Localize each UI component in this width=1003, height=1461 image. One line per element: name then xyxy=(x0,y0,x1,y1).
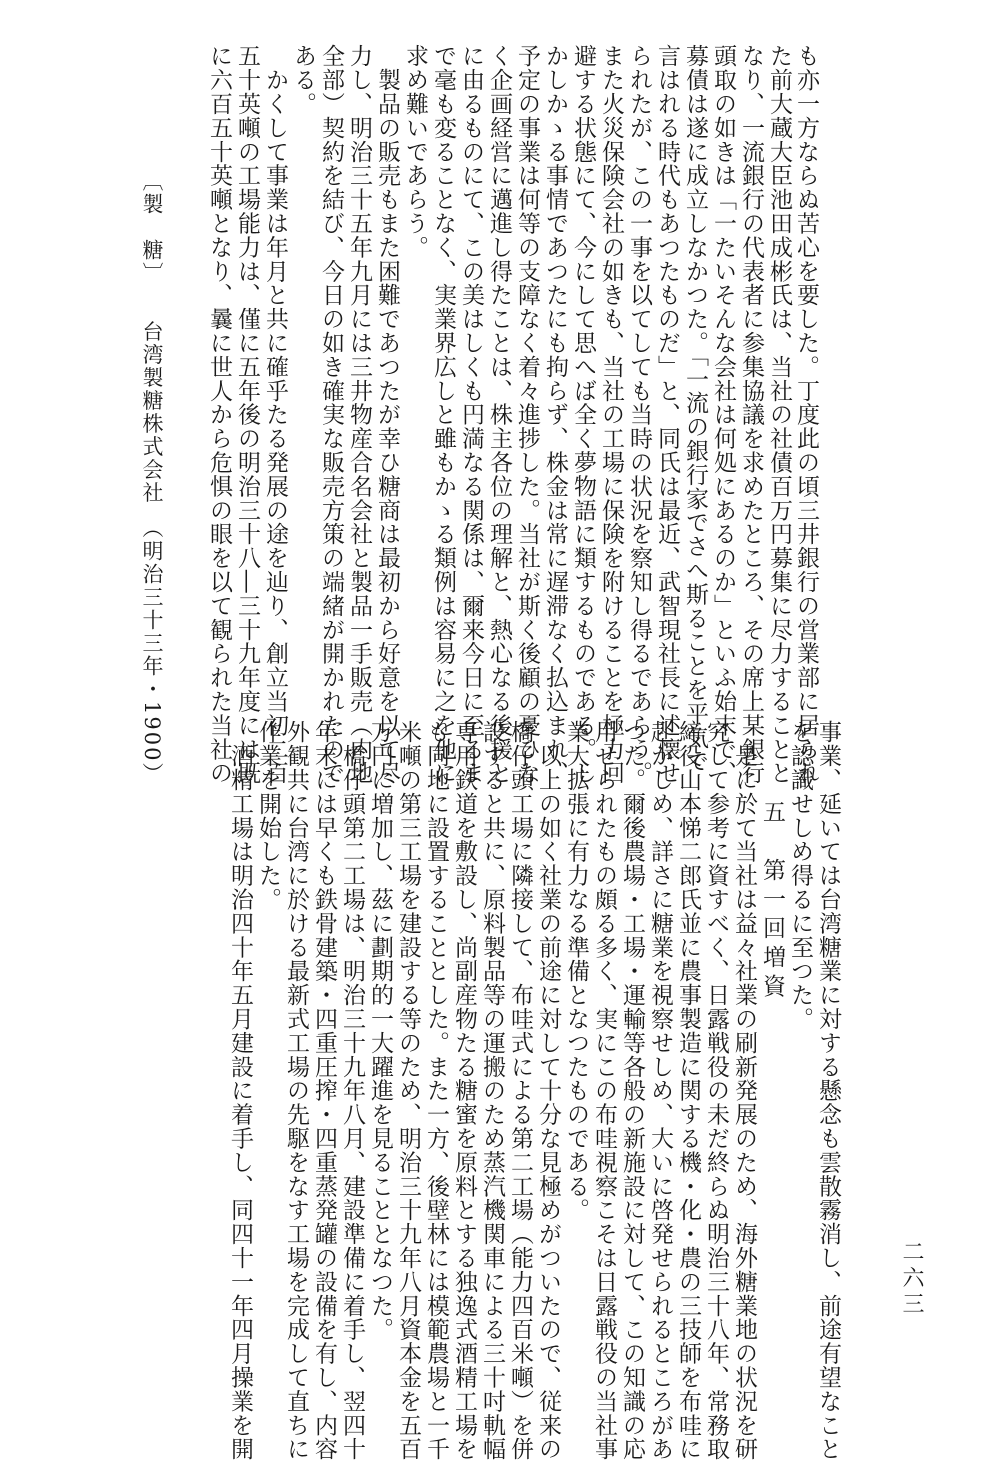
text-column: 事業、延いては台湾糖業に対する懸念も雲散霧消し、前途有望なこと xyxy=(815,720,841,1461)
running-head: 〔製 糖〕 台湾製糖株式会社 （明治三十三年・1900） xyxy=(140,170,164,786)
text-column: 力し、明治三十五年九月には三井物産合名会社と製品一手販売（内地 xyxy=(346,44,372,785)
text-column: 用せられたもの頗る多く、実にこの布哇視察こそは日露戦役の当社事 xyxy=(591,720,617,1461)
page-number: 二六三 xyxy=(899,1240,924,1318)
text-column: 募債は遂に成立しなかつた。「一流の銀行家でさへ斯ることを平気で xyxy=(682,44,708,774)
text-column: られたが、この一事を以てしても当時の状況を察知し得るであらう。 xyxy=(626,44,652,785)
text-column: 赴かしめ、詳さに糖業を視察せしめ、大いに啓発せられるところがあ xyxy=(647,720,673,1461)
text-column: に六百五十英噸となり、曩に世人から危惧の眼を以て観られた当社の xyxy=(206,44,232,785)
text-column: 設すると共に、原料製品等の運搬のため蒸汽機関車による三十吋軌幅 xyxy=(479,720,505,1461)
text-column: 五十英噸の工場能力は、僅に五年後の明治三十八―三十九年度には既 xyxy=(234,44,260,785)
text-column: 求め難いであらう。 xyxy=(402,44,428,260)
text-column: 業大拡張に有力なる準備となつたものである。 xyxy=(563,720,589,1222)
text-column: 避する状態にて、今にして思へば全く夢物語に類するものである。し xyxy=(570,44,596,785)
text-column: 専用鉄道を敷設し、尚副産物たる糖蜜を原料とする独逸式酒精工場を xyxy=(451,720,477,1461)
text-column: 予定の事業は何等の支障なく着々進捗した。当社が斯く後顧の憂ひな xyxy=(514,44,540,785)
text-column: 製品の販売もまた困難であつたが幸ひ糖商は最初から好意を以て尽 xyxy=(374,44,400,785)
text-column: つた。爾後農場・工場・運輸等各般の新施設に対して、この知識の応 xyxy=(619,720,645,1461)
text-column: 究して参考に資すべく、日露戦役の未だ終らぬ明治三十八年、常務取 xyxy=(703,720,729,1461)
text-column: 是に於て当社は益々社業の刷新発展のため、海外糖業地の状況を研 xyxy=(731,720,757,1461)
text-column: も同地に設置することとした。また一方、後壁林には模範農場と一千 xyxy=(423,720,449,1461)
text-column: 米噸の第三工場を建設する等のため、明治三十九年八月資本金を五百 xyxy=(395,720,421,1461)
text-column: 年末には早くも鉄骨建築・四重圧搾・四重蒸発罐の設備を有し、内容 xyxy=(311,720,337,1461)
text-column: で毫も変ることなく、実業界広しと雖もかゝる類例は容易に之を他に xyxy=(430,44,456,785)
text-column: 橋仔頭第二工場は、明治三十九年八月、建設準備に着手し、翌四十 xyxy=(339,720,365,1461)
text-column: も亦一方ならぬ苦心を要した。丁度此の頃三井銀行の営業部に居られ xyxy=(793,44,819,785)
text-column: また火災保険会社の如きも、当社の工場に保険を附けることを極力回 xyxy=(598,44,624,785)
text-column: 締役山本悌二郎氏並に農事製造に関する機・化・農の三技師を布哇に xyxy=(675,720,701,1461)
text-column: 酒精工場は明治四十年五月建設に着手し、同四十一年四月操業を開 xyxy=(227,720,253,1461)
text-column: を認識せしめ得るに至つた。 xyxy=(787,720,813,1031)
text-column: に由るものにて、この美はしくも円満なる関係は、爾来今日に至るま xyxy=(458,44,484,785)
text-column: かくして事業は年月と共に確乎たる発展の途を辿り、創立当初二百 xyxy=(262,44,288,785)
text-column: 橋仔頭工場に隣接して、布哇式による第二工場（能力四百米噸）を併 xyxy=(507,720,533,1461)
text-column: 頭取の如きは「一たいそんな会社は何処にあるのか」といふ始末で、 xyxy=(710,44,736,785)
text-column: 外観共に台湾に於ける最新式工場の先駆をなす工場を完成して直ちに xyxy=(283,720,309,1461)
text-column: 万円に増加し、茲に劃期的一大躍進を見ることとなつた。 xyxy=(367,720,393,1342)
text-column: た前大蔵大臣池田成彬氏は、当社の社債百万円募集に尽力することと xyxy=(766,44,792,785)
text-column: ある。 xyxy=(290,44,316,116)
text-column: 以上の如く社業の前途に対して十分な見極めがついたので、従来の xyxy=(535,720,561,1461)
text-column: く企画経営に邁進し得たことは、株主各位の理解と、熱心なる後援と xyxy=(486,44,512,785)
text-column: かしかゝる事情であつたにも拘らず、株金は常に遅滞なく払込まれ、 xyxy=(542,44,568,785)
text-column: なり、一流銀行の代表者に参集協議を求めたところ、その席上某銀行 xyxy=(738,44,764,785)
text-column: 言はれる時代もあつたものだ」と、同氏は最近、武智現社長に述懐せ xyxy=(654,44,680,785)
text-column: 作業を開始した。 xyxy=(255,720,281,912)
text-column: 全部）契約を結び、今日の如き確実な販売方策の端緒が開かれたので xyxy=(318,44,344,785)
section-heading: 五 第一回増資 xyxy=(759,800,785,1003)
